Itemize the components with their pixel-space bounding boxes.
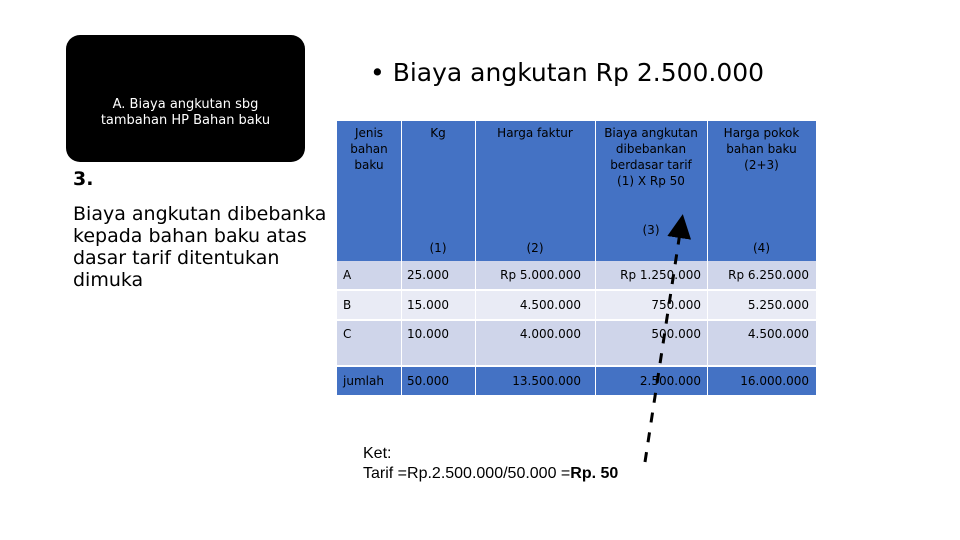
header-num-2: (2)	[526, 241, 544, 255]
section-title-line1: A. Biaya angkutan sbg	[112, 97, 259, 112]
cell-harga-pokok: 5.250.000	[747, 298, 809, 312]
header-kg: Kg	[430, 126, 446, 140]
cell-kg-total: 50.000	[407, 374, 449, 388]
point-text-line: Biaya angkutan dibebanka	[73, 203, 327, 225]
header-num-4: (4)	[753, 241, 770, 255]
cell-biaya-angkutan: 750.000	[651, 298, 701, 312]
cell-jenis: C	[343, 327, 352, 341]
header-biaya-angkutan: Biaya angkutan dibebankan berdasar tarif (1) X Rp 50	[604, 126, 698, 188]
headline: • Biaya angkutan Rp 2.500.000	[370, 58, 765, 87]
point-number: 3.	[73, 168, 94, 190]
header-num-3: (3)	[642, 223, 660, 237]
cell-biaya-angkutan: Rp 1.250.000	[620, 268, 701, 282]
header-num-1: (1)	[429, 241, 447, 255]
point-text-line: kepada bahan baku atas	[73, 225, 307, 247]
cell-jumlah-label: jumlah	[343, 374, 384, 388]
cell-kg: 15.000	[407, 298, 449, 312]
cell-harga-pokok: 4.500.000	[747, 327, 809, 341]
cell-kg: 10.000	[407, 327, 449, 341]
cell-harga-faktur: 4.000.000	[519, 327, 581, 341]
note	[363, 444, 618, 484]
cell-kg: 25.000	[407, 268, 449, 282]
header-harga-pokok: Harga pokok bahan baku (2+3)	[723, 126, 800, 172]
note-formula: Tarif =Rp.2.500.000/50.000 =Rp. 50	[363, 465, 619, 482]
note-label: Ket:	[363, 445, 392, 462]
note-result: Rp. 50	[570, 465, 619, 482]
point-text-line: dimuka	[73, 269, 144, 291]
cell-jenis: B	[343, 298, 352, 312]
cell-jenis: A	[343, 268, 352, 282]
cell-harga-faktur: 4.500.000	[519, 298, 581, 312]
cell-harga-faktur: Rp 5.000.000	[500, 268, 581, 282]
header-harga-faktur: Harga faktur	[497, 126, 573, 140]
cell-harga-faktur-total: 13.500.000	[512, 374, 581, 388]
cell-harga-pokok: Rp 6.250.000	[728, 268, 809, 282]
cell-biaya-angkutan-total: 2.500.000	[639, 374, 701, 388]
cell-biaya-angkutan: 500.000	[651, 327, 701, 341]
cell-harga-pokok-total: 16.000.000	[740, 374, 809, 388]
point-text-line: dasar tarif ditentukan	[73, 247, 280, 269]
header-jenis: Jenis bahan baku	[350, 126, 388, 172]
section-title-line2: tambahan HP Bahan baku	[100, 113, 271, 128]
